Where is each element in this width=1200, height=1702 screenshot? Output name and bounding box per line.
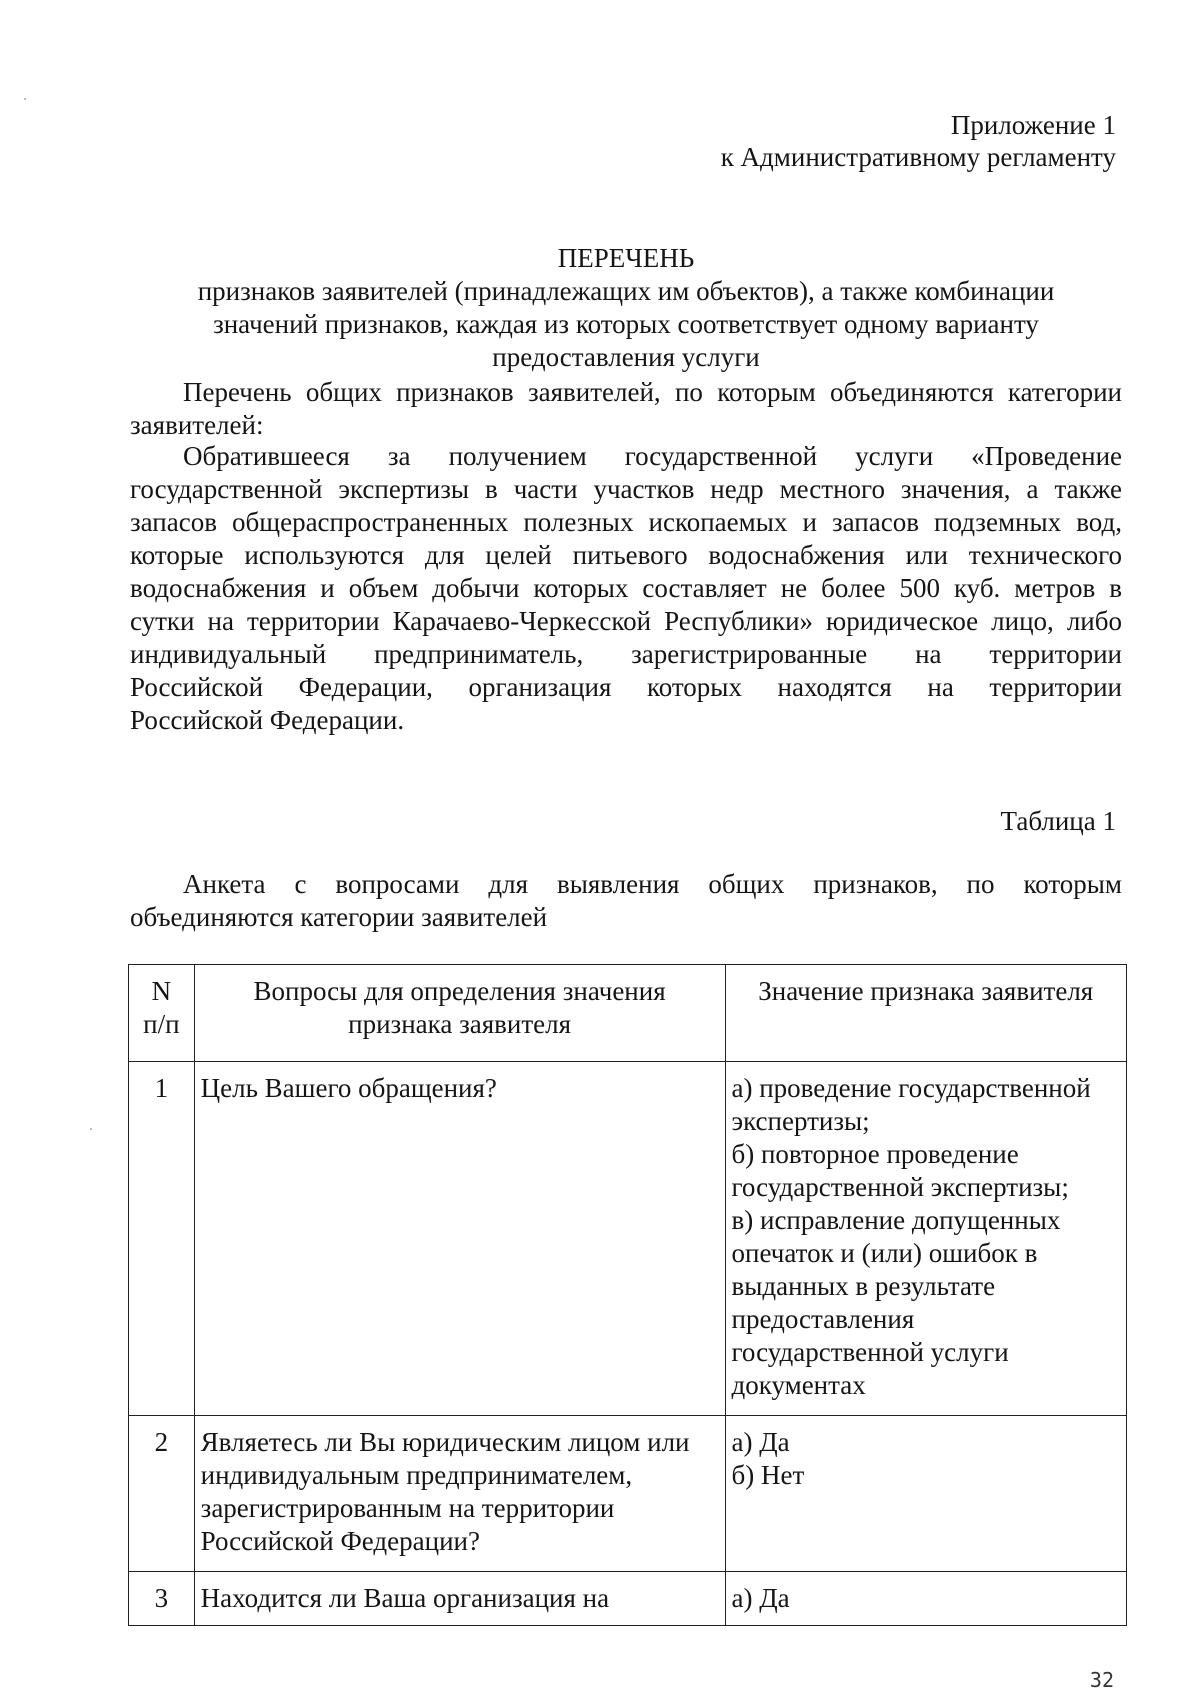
answer-list [726,1062,1127,1406]
answer-line: опечаток и (или) ошибок в [731,1238,1038,1268]
header-number-line: N [151,976,172,1006]
answer-line: б) Нет [731,1460,805,1490]
row-number [129,1416,195,1572]
table-row [129,1062,1127,1416]
answer-line: а) проведение государственной [731,1073,1091,1103]
row-number [129,1062,195,1416]
table-row [129,1416,1127,1572]
row-question [194,1572,725,1626]
header-value-line: Значение признака заявителя [758,976,1094,1006]
header-question [194,965,725,1062]
header-question-line: признака заявителя [348,1009,572,1039]
question-line: Цель Вашего обращения? [200,1073,497,1103]
appendix-label: Приложение 1 [950,110,1116,140]
text-line: Анкета с вопросами для выявления общих признаков, по которым [183,869,1122,899]
row-number-text: 3 [154,1583,169,1613]
header-value [725,965,1127,1062]
text-line: Перечень общих признаков заявителей, по которым объединяются категории [183,377,1122,407]
question-line: Являетесь ли Вы юридическим лицом или [200,1427,690,1457]
intro-paragraph [130,376,1122,442]
scan-speck [24,98,26,100]
body-paragraph [130,440,1122,737]
text-line: которые используются для целей питьевого водоснабжения или технического [130,540,1122,570]
answer-line: б) повторное проведение [731,1139,1019,1169]
text-line: сутки на территории Карачаево-Черкесской Республики» юридическое лицо, либо [130,606,1122,636]
answer-line: а) Да [731,1583,790,1613]
text-line: Российской Федерации. [130,705,405,735]
question-text [195,1062,725,1109]
text-line: водоснабжения и объем добычи которых составляет не более 500 куб. метров в [130,573,1122,603]
table-caption [130,868,1122,934]
question-line: Российской Федерации? [200,1526,480,1556]
text-line: Российской Федерации, организация которых находятся на территории [130,672,1122,702]
text-line: Обратившееся за получением государственной услуги «Проведение [183,441,1122,471]
table-label: Таблица 1 [1000,806,1116,836]
header-number [129,965,195,1062]
text-line: индивидуальный предприниматель, зарегистрированные на территории [130,639,1122,669]
answer-line: государственной экспертизы; [731,1172,1069,1202]
title-line: признаков заявителей (принадлежащих им объектов), а также комбинации [197,276,1055,306]
regulation-reference: к Административному регламенту [720,142,1116,172]
row-number-text: 2 [154,1427,169,1457]
scan-speck [90,1128,92,1130]
question-text [195,1572,725,1619]
row-answers [725,1416,1127,1572]
answer-line: документах [731,1370,866,1400]
row-number [129,1572,195,1626]
answer-line: в) исправление допущенных [731,1205,1061,1235]
questionnaire-table [128,964,1127,1626]
document-title [130,242,1122,374]
answer-list [726,1572,1127,1619]
answer-list [726,1416,1127,1496]
table-header-row [129,965,1127,1062]
text-line: заявителей: [130,410,264,440]
row-answers [725,1062,1127,1416]
row-question [194,1416,725,1572]
text-line: государственной экспертизы в части участков недр местного значения, а также [130,474,1122,504]
row-answers [725,1572,1127,1626]
answer-line: экспертизы; [731,1106,870,1136]
row-question [194,1062,725,1416]
header-question-line: Вопросы для определения значения [253,976,666,1006]
question-line: зарегистрированным на территории [200,1493,615,1523]
question-text [195,1416,725,1562]
answer-line: государственной услуги [731,1337,1009,1367]
answer-line: а) Да [731,1427,790,1457]
row-number-text: 1 [154,1073,169,1103]
answer-line: предоставления [731,1304,915,1334]
answer-line: выданных в результате [731,1271,996,1301]
header-number-line: п/п [143,1009,180,1039]
text-line: объединяются категории заявителей [130,902,548,932]
title-line: значений признаков, каждая из которых соответствует одному варианту [213,309,1039,339]
text-line: запасов общераспространенных полезных ископаемых и запасов подземных вод, [130,507,1122,537]
title-line: предоставления услуги [492,342,760,372]
question-line: Находится ли Ваша организация на [200,1583,610,1613]
page-number: 32 [1089,1668,1114,1692]
title-heading: ПЕРЕЧЕНЬ [557,243,695,273]
question-line: индивидуальным предпринимателем, [200,1460,633,1490]
table-row [129,1572,1127,1626]
